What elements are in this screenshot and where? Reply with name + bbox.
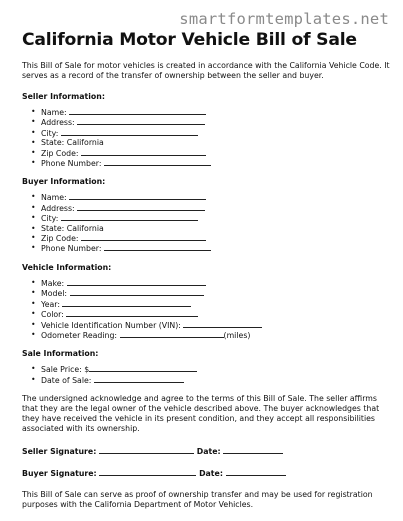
seller-phone-label: Phone Number:	[41, 159, 102, 169]
seller-phone-item	[31, 158, 390, 168]
vehicle-list	[22, 278, 390, 340]
seller-date-label: Date:	[196, 447, 221, 457]
vehicle-make-label: Make:	[41, 278, 65, 288]
seller-address-blank[interactable]	[77, 117, 205, 125]
seller-zip-blank[interactable]	[81, 148, 206, 156]
buyer-signature-label: Buyer Signature:	[22, 469, 97, 479]
seller-date-blank[interactable]	[223, 446, 283, 454]
buyer-heading: Buyer Information:	[22, 177, 106, 187]
vehicle-model-label: Model:	[41, 289, 68, 299]
seller-zip-label: Zip Code:	[41, 148, 79, 158]
seller-heading: Seller Information:	[22, 92, 105, 101]
buyer-city-blank[interactable]	[61, 213, 198, 221]
buyer-address-item	[31, 203, 390, 213]
acknowledgement-paragraph: The undersigned acknowledge and agree to the terms of this Bill of Sale. The seller affirms that they are the legal owner of the vehicle described above. The buyer acknowledges that they have received the vehicle in its present condition, and they accept all responsibilities associated with its ownership.	[22, 394, 380, 434]
vehicle-vin-item	[31, 320, 390, 330]
vehicle-color-blank[interactable]	[66, 309, 198, 317]
buyer-zip-blank[interactable]	[81, 233, 206, 241]
buyer-name-label: Name:	[41, 193, 67, 203]
sale-price-label: Sale Price: $	[41, 365, 90, 375]
vehicle-odometer-label: Odometer Reading:	[41, 330, 118, 340]
buyer-state-label: State: California	[41, 223, 104, 233]
sale-price-item	[31, 364, 390, 374]
buyer-date-label: Date:	[199, 469, 223, 479]
seller-signature-label: Seller Signature:	[22, 447, 97, 457]
vehicle-vin-label: Vehicle Identification Number (VIN):	[41, 320, 181, 330]
seller-name-blank[interactable]	[69, 107, 206, 115]
seller-city-label: City:	[41, 128, 59, 138]
seller-zip-item	[31, 148, 390, 158]
seller-address-label: Address:	[41, 118, 75, 128]
vehicle-odometer-unit: (miles)	[223, 330, 251, 340]
sale-price-blank[interactable]	[89, 364, 197, 372]
seller-name-item	[31, 107, 390, 117]
seller-list	[22, 107, 390, 168]
sale-date-blank[interactable]	[94, 375, 184, 383]
seller-state-label: State: California	[41, 138, 104, 148]
buyer-name-item	[31, 192, 390, 202]
buyer-city-label: City:	[41, 214, 59, 224]
buyer-phone-label: Phone Number:	[41, 244, 102, 254]
vehicle-vin-blank[interactable]	[183, 320, 262, 328]
vehicle-color-label: Color:	[41, 310, 64, 320]
buyer-zip-label: Zip Code:	[41, 234, 79, 244]
buyer-address-label: Address:	[41, 203, 75, 213]
watermark: smartformtemplates.net	[179, 10, 389, 28]
vehicle-odometer-blank[interactable]	[120, 330, 224, 338]
document-title: California Motor Vehicle Bill of Sale	[22, 30, 357, 50]
vehicle-year-label: Year:	[41, 299, 60, 309]
seller-city-blank[interactable]	[61, 128, 198, 136]
buyer-state-item	[31, 224, 390, 233]
buyer-list	[22, 192, 390, 253]
vehicle-color-item	[31, 309, 390, 319]
vehicle-heading: Vehicle Information:	[22, 262, 112, 272]
buyer-signature-line	[22, 468, 390, 479]
sale-heading: Sale Information:	[22, 349, 99, 359]
buyer-signature-blank[interactable]	[99, 468, 196, 476]
seller-state-item	[31, 138, 390, 147]
vehicle-year-blank[interactable]	[62, 299, 191, 307]
seller-address-item	[31, 117, 390, 127]
seller-city-item	[31, 128, 390, 138]
vehicle-model-blank[interactable]	[70, 288, 204, 296]
vehicle-odometer-item	[31, 330, 390, 340]
buyer-phone-blank[interactable]	[104, 243, 211, 251]
sale-date-label: Date of Sale:	[41, 375, 92, 385]
vehicle-make-item	[31, 278, 390, 288]
seller-name-label: Name:	[41, 108, 67, 117]
seller-signature-line	[22, 446, 390, 457]
buyer-zip-item	[31, 233, 390, 243]
footer-paragraph: This Bill of Sale can serve as proof of ownership transfer and may be used for registration purposes with the California Department of Motor Vehicles.	[22, 490, 373, 510]
buyer-address-blank[interactable]	[77, 203, 205, 211]
buyer-date-blank[interactable]	[226, 468, 286, 476]
intro-paragraph: This Bill of Sale for motor vehicles is created in accordance with the California Vehicle Code. It serves as a record of the transfer of ownership between the seller and buyer.	[22, 61, 390, 80]
buyer-name-blank[interactable]	[69, 192, 206, 200]
buyer-city-item	[31, 213, 390, 223]
seller-phone-blank[interactable]	[104, 158, 211, 166]
buyer-phone-item	[31, 243, 390, 253]
vehicle-model-item	[31, 288, 390, 298]
document	[22, 30, 390, 510]
seller-signature-blank[interactable]	[99, 446, 194, 454]
sale-list	[22, 364, 390, 385]
vehicle-year-item	[31, 299, 390, 309]
sale-date-item	[31, 375, 390, 385]
vehicle-make-blank[interactable]	[67, 278, 206, 286]
